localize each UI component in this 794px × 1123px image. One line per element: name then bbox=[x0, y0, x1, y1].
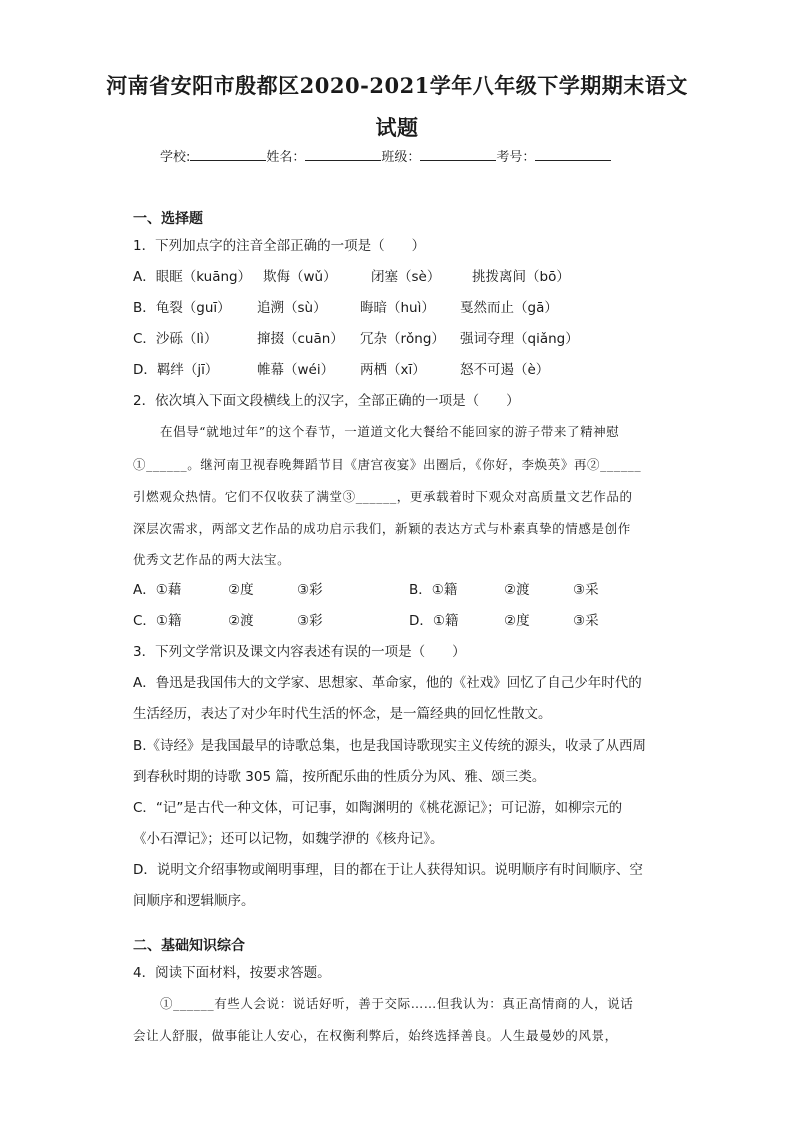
option-b-4: 戛然而止（gā） bbox=[460, 300, 558, 316]
passage-line: 优秀文艺作品的两大法宝。 bbox=[133, 552, 291, 567]
option-a-2: ②度 bbox=[228, 582, 254, 598]
option-b-1: B．①籍 bbox=[409, 582, 458, 598]
option-text-line: 到春秋时期的诗歌 305 篇，按所配乐曲的性质分为风、雅、颂三类。 bbox=[133, 769, 546, 785]
passage-line: 在倡导“就地过年”的这个春节，一道道文化大餐给不能回家的游子带来了精神慰 bbox=[160, 424, 620, 439]
exam-title-line1: 河南省安阳市殷都区2020-2021学年八年级下学期期末语文 bbox=[106, 73, 688, 98]
option-d-1: D．①籍 bbox=[409, 613, 459, 629]
option-b-3: ③采 bbox=[573, 582, 599, 598]
section-heading: 一、选择题 bbox=[133, 211, 203, 227]
section-heading: 二、基础知识综合 bbox=[133, 938, 245, 954]
option-d-2: 帷幕（wéi） bbox=[257, 362, 335, 378]
school-label: 学校: bbox=[160, 150, 191, 165]
option-c-2: ②渡 bbox=[228, 613, 254, 629]
option-a-1: A．眼眶（kuāng） bbox=[133, 269, 252, 285]
question-stem: 2．依次填入下面文段横线上的汉字，全部正确的一项是（ ） bbox=[133, 393, 520, 409]
option-b-2: 追溯（sù） bbox=[257, 300, 327, 316]
passage-line: 深层次需求，两部文艺作品的成功启示我们，新颖的表达方式与朴素真挚的情感是创作 bbox=[133, 521, 631, 536]
option-b-2: ②渡 bbox=[504, 582, 530, 598]
option-a-1: A．①藉 bbox=[133, 582, 182, 598]
option-text-line: 生活经历，表达了对少年时代生活的怀念，是一篇经典的回忆性散文。 bbox=[133, 706, 552, 722]
option-d-1: D．羁绊（jī） bbox=[133, 362, 219, 378]
option-d-3: ③采 bbox=[573, 613, 599, 629]
option-d-3: 两栖（xī） bbox=[360, 362, 426, 378]
name-label: 姓名： bbox=[266, 150, 306, 165]
option-text-line: D．说明文介绍事物或阐明事理，目的都在于让人获得知识。说明顺序有时间顺序、空 bbox=[133, 862, 643, 878]
option-a-2: 欺侮（wǔ） bbox=[263, 269, 337, 285]
option-d-4: 怒不可遏（è） bbox=[460, 362, 550, 378]
exam-no-label: 考号： bbox=[496, 150, 536, 165]
option-c-2: 撺掇（cuān） bbox=[257, 331, 344, 347]
school-blank bbox=[190, 148, 266, 161]
passage-line: 引燃观众热情。它们不仅收获了满堂③______，更承载着时下观众对高质量文艺作品的 bbox=[133, 489, 633, 504]
question-stem: 4．阅读下面材料，按要求答题。 bbox=[133, 965, 331, 981]
passage-line: ①______有些人会说：说话好听，善于交际……但我认为：真正高情商的人，说话 bbox=[160, 996, 634, 1011]
name-blank bbox=[305, 148, 381, 161]
option-text-line: C．“记”是古代一种文体，可记事，如陶渊明的《桃花源记》；可记游，如柳宗元的 bbox=[133, 800, 623, 816]
student-info-row bbox=[160, 146, 611, 165]
option-text-line: B.《诗经》是我国最早的诗歌总集，也是我国诗歌现实主义传统的源头，收录了从西周 bbox=[133, 738, 647, 754]
option-c-1: C．沙砾（lì） bbox=[133, 331, 218, 347]
option-c-4: 强词夺理（qiǎng） bbox=[460, 331, 579, 347]
option-b-1: B．龟裂（guī） bbox=[133, 300, 231, 316]
option-a-4: 挑拨离间（bō） bbox=[472, 269, 570, 285]
option-c-3: 冗杂（rǒng） bbox=[360, 331, 445, 347]
option-d-2: ②度 bbox=[504, 613, 530, 629]
class-label: 班级： bbox=[381, 150, 421, 165]
exam-title-line2: 试题 bbox=[375, 115, 419, 140]
option-a-3: ③彩 bbox=[297, 582, 323, 598]
option-text-line: A．鲁迅是我国伟大的文学家、思想家、革命家，他的《社戏》回忆了自己少年时代的 bbox=[133, 675, 642, 691]
option-a-3: 闭塞（sè） bbox=[371, 269, 441, 285]
option-c-1: C．①籍 bbox=[133, 613, 182, 629]
passage-line: 会让人舒服，做事能让人安心，在权衡利弊后，始终选择善良。人生最曼妙的风景， bbox=[133, 1028, 618, 1043]
exam-no-blank bbox=[535, 148, 611, 161]
option-text-line: 间顺序和逻辑顺序。 bbox=[133, 893, 255, 909]
option-b-3: 晦暗（huì） bbox=[360, 300, 435, 316]
passage-line: ①______。继河南卫视春晚舞蹈节目《唐宫夜宴》出圈后，《你好，李焕英》再②______ bbox=[133, 457, 642, 472]
question-stem: 3．下列文学常识及课文内容表述有误的一项是（ ） bbox=[133, 644, 466, 660]
question-stem: 1．下列加点字的注音全部正确的一项是（ ） bbox=[133, 238, 426, 254]
class-blank bbox=[420, 148, 496, 161]
option-c-3: ③彩 bbox=[297, 613, 323, 629]
option-text-line: 《小石潭记》；还可以记物，如魏学洢的《核舟记》。 bbox=[133, 831, 444, 847]
